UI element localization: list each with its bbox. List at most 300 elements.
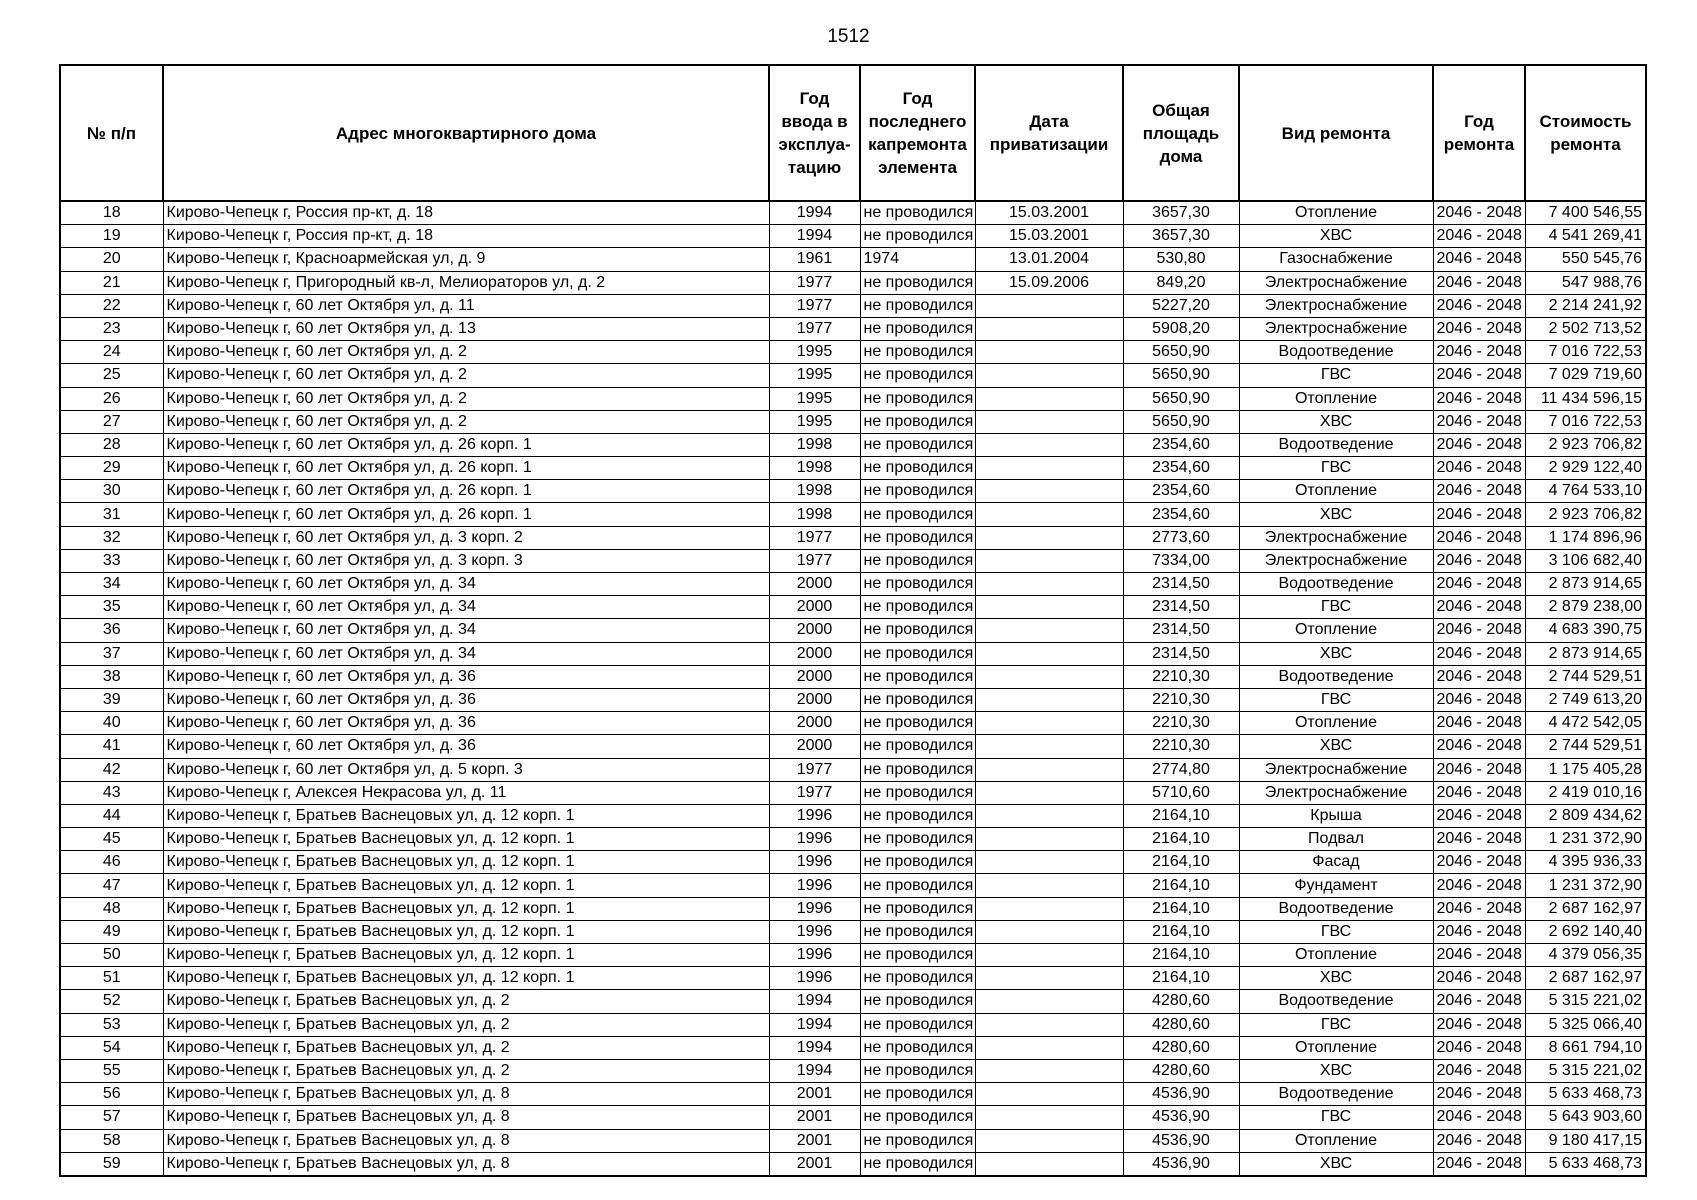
row-last-repair: не проводился (860, 1013, 975, 1036)
row-last-repair: не проводился (860, 944, 975, 967)
row-repair-type: ХВС (1239, 967, 1433, 990)
header-repair-year: Год ремонта (1433, 65, 1525, 201)
row-privatization-date (975, 874, 1123, 897)
table-row (60, 920, 1646, 943)
table-row (60, 201, 1646, 225)
row-year-built: 1996 (769, 851, 860, 874)
row-repair-type: Электроснабжение (1239, 317, 1433, 340)
row-year-built: 1996 (769, 804, 860, 827)
row-last-repair: не проводился (860, 457, 975, 480)
row-privatization-date (975, 433, 1123, 456)
table-row (60, 897, 1646, 920)
row-year-built: 1996 (769, 944, 860, 967)
table-row (60, 619, 1646, 642)
row-cost: 11 434 596,15 (1525, 387, 1646, 410)
row-year-built: 2000 (769, 688, 860, 711)
table-row (60, 642, 1646, 665)
row-privatization-date (975, 642, 1123, 665)
row-privatization-date (975, 573, 1123, 596)
row-repair-type: Газоснабжение (1239, 248, 1433, 271)
row-area: 2774,80 (1123, 758, 1239, 781)
row-address: Кирово-Чепецк г, Братьев Васнецовых ул, д. 2 (163, 1013, 769, 1036)
table-row (60, 758, 1646, 781)
row-privatization-date (975, 944, 1123, 967)
row-address: Кирово-Чепецк г, 60 лет Октября ул, д. 11 (163, 294, 769, 317)
row-repair-type: Отопление (1239, 712, 1433, 735)
row-last-repair: не проводился (860, 1083, 975, 1106)
row-last-repair: не проводился (860, 1059, 975, 1082)
row-number: 26 (60, 387, 163, 410)
row-area: 4280,60 (1123, 990, 1239, 1013)
table-row (60, 781, 1646, 804)
row-repair-period: 2046 - 2048 (1433, 665, 1525, 688)
row-area: 530,80 (1123, 248, 1239, 271)
row-privatization-date (975, 920, 1123, 943)
row-number: 43 (60, 781, 163, 804)
row-repair-period: 2046 - 2048 (1433, 920, 1525, 943)
row-repair-period: 2046 - 2048 (1433, 457, 1525, 480)
row-repair-type: ГВС (1239, 596, 1433, 619)
row-repair-type: ГВС (1239, 688, 1433, 711)
row-cost: 5 315 221,02 (1525, 990, 1646, 1013)
row-area: 5650,90 (1123, 410, 1239, 433)
row-year-built: 1995 (769, 410, 860, 433)
row-repair-period: 2046 - 2048 (1433, 967, 1525, 990)
row-cost: 5 643 903,60 (1525, 1106, 1646, 1129)
row-year-built: 2000 (769, 573, 860, 596)
row-cost: 8 661 794,10 (1525, 1036, 1646, 1059)
row-cost: 4 541 269,41 (1525, 225, 1646, 248)
row-number: 50 (60, 944, 163, 967)
row-address: Кирово-Чепецк г, 60 лет Октября ул, д. 36 (163, 665, 769, 688)
row-address: Кирово-Чепецк г, 60 лет Октября ул, д. 26 корп. 1 (163, 433, 769, 456)
row-cost: 7 400 546,55 (1525, 201, 1646, 225)
row-area: 2164,10 (1123, 874, 1239, 897)
row-last-repair: не проводился (860, 642, 975, 665)
row-number: 32 (60, 526, 163, 549)
row-last-repair: не проводился (860, 828, 975, 851)
row-privatization-date (975, 503, 1123, 526)
row-area: 2314,50 (1123, 642, 1239, 665)
row-repair-period: 2046 - 2048 (1433, 596, 1525, 619)
row-address: Кирово-Чепецк г, Братьев Васнецовых ул, д. 12 корп. 1 (163, 874, 769, 897)
row-cost: 9 180 417,15 (1525, 1129, 1646, 1152)
row-repair-type: ХВС (1239, 1152, 1433, 1176)
row-year-built: 2000 (769, 619, 860, 642)
row-year-built: 1994 (769, 1013, 860, 1036)
table-row (60, 990, 1646, 1013)
row-number: 53 (60, 1013, 163, 1036)
row-repair-type: Водоотведение (1239, 341, 1433, 364)
row-last-repair: не проводился (860, 503, 975, 526)
table-header-row (60, 65, 1646, 201)
row-address: Кирово-Чепецк г, Братьев Васнецовых ул, д. 12 корп. 1 (163, 944, 769, 967)
row-cost: 2 809 434,62 (1525, 804, 1646, 827)
row-area: 2164,10 (1123, 944, 1239, 967)
row-repair-type: Отопление (1239, 619, 1433, 642)
row-address: Кирово-Чепецк г, Братьев Васнецовых ул, д. 12 корп. 1 (163, 804, 769, 827)
row-number: 25 (60, 364, 163, 387)
row-number: 58 (60, 1129, 163, 1152)
row-address: Кирово-Чепецк г, Братьев Васнецовых ул, д. 2 (163, 1059, 769, 1082)
row-repair-type: Водоотведение (1239, 897, 1433, 920)
row-year-built: 1998 (769, 433, 860, 456)
row-cost: 1 231 372,90 (1525, 874, 1646, 897)
row-address: Кирово-Чепецк г, 60 лет Октября ул, д. 5 корп. 3 (163, 758, 769, 781)
row-area: 2164,10 (1123, 828, 1239, 851)
row-repair-period: 2046 - 2048 (1433, 781, 1525, 804)
row-repair-period: 2046 - 2048 (1433, 1083, 1525, 1106)
row-last-repair: не проводился (860, 317, 975, 340)
row-cost: 2 929 122,40 (1525, 457, 1646, 480)
row-repair-type: Водоотведение (1239, 665, 1433, 688)
header-repair-type: Вид ремонта (1239, 65, 1433, 201)
row-last-repair: не проводился (860, 596, 975, 619)
row-address: Кирово-Чепецк г, 60 лет Октября ул, д. 26 корп. 1 (163, 457, 769, 480)
table-row (60, 1083, 1646, 1106)
row-area: 5710,60 (1123, 781, 1239, 804)
row-last-repair: не проводился (860, 480, 975, 503)
table-row (60, 573, 1646, 596)
row-cost: 2 419 010,16 (1525, 781, 1646, 804)
table-row (60, 874, 1646, 897)
row-last-repair: не проводился (860, 1106, 975, 1129)
row-year-built: 1998 (769, 457, 860, 480)
row-year-built: 1995 (769, 387, 860, 410)
row-repair-type: Водоотведение (1239, 1083, 1433, 1106)
row-repair-type: Водоотведение (1239, 433, 1433, 456)
row-privatization-date (975, 410, 1123, 433)
row-last-repair: не проводился (860, 364, 975, 387)
row-address: Кирово-Чепецк г, Алексея Некрасова ул, д. 11 (163, 781, 769, 804)
row-repair-period: 2046 - 2048 (1433, 642, 1525, 665)
row-last-repair: не проводился (860, 665, 975, 688)
row-last-repair: не проводился (860, 526, 975, 549)
row-last-repair: не проводился (860, 851, 975, 874)
table-row (60, 967, 1646, 990)
header-year-built: Год ввода в эксплуа- тацию (769, 65, 860, 201)
row-repair-period: 2046 - 2048 (1433, 735, 1525, 758)
row-area: 2314,50 (1123, 596, 1239, 619)
row-year-built: 2001 (769, 1106, 860, 1129)
row-number: 30 (60, 480, 163, 503)
row-number: 33 (60, 549, 163, 572)
row-repair-type: ГВС (1239, 457, 1433, 480)
row-area: 3657,30 (1123, 201, 1239, 225)
row-address: Кирово-Чепецк г, 60 лет Октября ул, д. 34 (163, 596, 769, 619)
row-year-built: 1977 (769, 317, 860, 340)
row-privatization-date (975, 688, 1123, 711)
row-repair-period: 2046 - 2048 (1433, 480, 1525, 503)
row-address: Кирово-Чепецк г, Красноармейская ул, д. 9 (163, 248, 769, 271)
row-cost: 547 988,76 (1525, 271, 1646, 294)
row-repair-period: 2046 - 2048 (1433, 341, 1525, 364)
row-repair-type: Электроснабжение (1239, 781, 1433, 804)
row-area: 2164,10 (1123, 920, 1239, 943)
row-last-repair: не проводился (860, 225, 975, 248)
row-year-built: 1996 (769, 920, 860, 943)
row-repair-type: ХВС (1239, 735, 1433, 758)
row-last-repair: не проводился (860, 549, 975, 572)
row-cost: 2 744 529,51 (1525, 665, 1646, 688)
header-privatization: Дата приватизации (975, 65, 1123, 201)
row-repair-period: 2046 - 2048 (1433, 851, 1525, 874)
row-area: 4280,60 (1123, 1036, 1239, 1059)
row-repair-period: 2046 - 2048 (1433, 874, 1525, 897)
row-privatization-date (975, 828, 1123, 851)
row-year-built: 1994 (769, 1036, 860, 1059)
row-number: 20 (60, 248, 163, 271)
row-privatization-date (975, 804, 1123, 827)
row-address: Кирово-Чепецк г, 60 лет Октября ул, д. 34 (163, 619, 769, 642)
row-privatization-date (975, 1106, 1123, 1129)
row-privatization-date (975, 1152, 1123, 1176)
row-cost: 2 879 238,00 (1525, 596, 1646, 619)
row-year-built: 1994 (769, 201, 860, 225)
row-last-repair: не проводился (860, 990, 975, 1013)
row-cost: 4 683 390,75 (1525, 619, 1646, 642)
row-repair-type: Отопление (1239, 944, 1433, 967)
row-last-repair: не проводился (860, 294, 975, 317)
row-last-repair: не проводился (860, 920, 975, 943)
table-row (60, 364, 1646, 387)
row-privatization-date (975, 851, 1123, 874)
row-cost: 3 106 682,40 (1525, 549, 1646, 572)
row-year-built: 2000 (769, 712, 860, 735)
row-number: 24 (60, 341, 163, 364)
row-number: 34 (60, 573, 163, 596)
row-number: 23 (60, 317, 163, 340)
row-last-repair: не проводился (860, 271, 975, 294)
row-repair-period: 2046 - 2048 (1433, 990, 1525, 1013)
header-address: Адрес многоквартирного дома (163, 65, 769, 201)
row-year-built: 1994 (769, 1059, 860, 1082)
row-privatization-date (975, 1083, 1123, 1106)
row-privatization-date (975, 341, 1123, 364)
row-cost: 2 687 162,97 (1525, 967, 1646, 990)
row-last-repair: не проводился (860, 1036, 975, 1059)
row-address: Кирово-Чепецк г, Братьев Васнецовых ул, д. 12 корп. 1 (163, 897, 769, 920)
row-area: 5227,20 (1123, 294, 1239, 317)
row-repair-period: 2046 - 2048 (1433, 503, 1525, 526)
row-repair-type: ХВС (1239, 642, 1433, 665)
row-address: Кирово-Чепецк г, Братьев Васнецовых ул, д. 8 (163, 1152, 769, 1176)
row-address: Кирово-Чепецк г, 60 лет Октября ул, д. 2 (163, 341, 769, 364)
row-cost: 7 016 722,53 (1525, 410, 1646, 433)
table-row (60, 1036, 1646, 1059)
row-last-repair: не проводился (860, 897, 975, 920)
table-row (60, 248, 1646, 271)
row-number: 41 (60, 735, 163, 758)
row-address: Кирово-Чепецк г, 60 лет Октября ул, д. 26 корп. 1 (163, 480, 769, 503)
row-privatization-date (975, 457, 1123, 480)
row-year-built: 1996 (769, 967, 860, 990)
row-address: Кирово-Чепецк г, 60 лет Октября ул, д. 2 (163, 410, 769, 433)
row-address: Кирово-Чепецк г, Братьев Васнецовых ул, д. 8 (163, 1083, 769, 1106)
row-number: 47 (60, 874, 163, 897)
row-number: 28 (60, 433, 163, 456)
row-number: 40 (60, 712, 163, 735)
row-area: 3657,30 (1123, 225, 1239, 248)
row-privatization-date (975, 596, 1123, 619)
row-area: 849,20 (1123, 271, 1239, 294)
row-privatization-date (975, 1059, 1123, 1082)
table-row (60, 712, 1646, 735)
row-cost: 5 633 468,73 (1525, 1083, 1646, 1106)
table-row (60, 410, 1646, 433)
row-repair-period: 2046 - 2048 (1433, 573, 1525, 596)
row-cost: 2 214 241,92 (1525, 294, 1646, 317)
row-repair-type: ГВС (1239, 920, 1433, 943)
table-row (60, 804, 1646, 827)
table-row (60, 851, 1646, 874)
table-row (60, 828, 1646, 851)
row-address: Кирово-Чепецк г, Братьев Васнецовых ул, д. 8 (163, 1129, 769, 1152)
row-last-repair: не проводился (860, 387, 975, 410)
row-year-built: 1998 (769, 480, 860, 503)
row-cost: 7 016 722,53 (1525, 341, 1646, 364)
row-repair-type: Электроснабжение (1239, 758, 1433, 781)
row-number: 18 (60, 201, 163, 225)
row-last-repair: не проводился (860, 804, 975, 827)
row-year-built: 2000 (769, 735, 860, 758)
row-address: Кирово-Чепецк г, Россия пр-кт, д. 18 (163, 201, 769, 225)
row-privatization-date (975, 619, 1123, 642)
row-repair-period: 2046 - 2048 (1433, 201, 1525, 225)
row-privatization-date (975, 1036, 1123, 1059)
row-year-built: 1977 (769, 294, 860, 317)
row-area: 5650,90 (1123, 364, 1239, 387)
row-year-built: 1998 (769, 503, 860, 526)
row-year-built: 1996 (769, 874, 860, 897)
row-area: 2354,60 (1123, 457, 1239, 480)
row-repair-type: Отопление (1239, 1129, 1433, 1152)
row-repair-type: Водоотведение (1239, 573, 1433, 596)
row-last-repair: не проводился (860, 967, 975, 990)
row-year-built: 2001 (769, 1129, 860, 1152)
row-privatization-date (975, 317, 1123, 340)
table-row (60, 271, 1646, 294)
row-last-repair: не проводился (860, 433, 975, 456)
row-repair-type: Отопление (1239, 480, 1433, 503)
header-area: Общая площадь дома (1123, 65, 1239, 201)
row-privatization-date (975, 990, 1123, 1013)
row-repair-type: ХВС (1239, 1059, 1433, 1082)
row-repair-period: 2046 - 2048 (1433, 549, 1525, 572)
row-privatization-date (975, 712, 1123, 735)
row-number: 38 (60, 665, 163, 688)
row-repair-type: Фасад (1239, 851, 1433, 874)
table-row (60, 387, 1646, 410)
row-area: 2354,60 (1123, 480, 1239, 503)
row-repair-type: Подвал (1239, 828, 1433, 851)
row-privatization-date (975, 364, 1123, 387)
row-number: 48 (60, 897, 163, 920)
row-privatization-date (975, 665, 1123, 688)
row-repair-type: ХВС (1239, 410, 1433, 433)
repair-table (59, 64, 1647, 1177)
table-row (60, 1013, 1646, 1036)
row-number: 42 (60, 758, 163, 781)
row-cost: 4 764 533,10 (1525, 480, 1646, 503)
table-row (60, 526, 1646, 549)
row-cost: 2 923 706,82 (1525, 503, 1646, 526)
row-last-repair: не проводился (860, 573, 975, 596)
row-privatization-date (975, 549, 1123, 572)
row-repair-period: 2046 - 2048 (1433, 225, 1525, 248)
row-number: 49 (60, 920, 163, 943)
row-repair-period: 2046 - 2048 (1433, 758, 1525, 781)
row-cost: 4 472 542,05 (1525, 712, 1646, 735)
row-year-built: 1977 (769, 758, 860, 781)
row-address: Кирово-Чепецк г, 60 лет Октября ул, д. 3 корп. 2 (163, 526, 769, 549)
row-privatization-date (975, 387, 1123, 410)
row-number: 21 (60, 271, 163, 294)
row-repair-period: 2046 - 2048 (1433, 804, 1525, 827)
row-area: 2164,10 (1123, 851, 1239, 874)
table-row (60, 225, 1646, 248)
row-repair-period: 2046 - 2048 (1433, 688, 1525, 711)
header-num: № п/п (60, 65, 163, 201)
row-area: 2210,30 (1123, 665, 1239, 688)
row-cost: 4 379 056,35 (1525, 944, 1646, 967)
row-privatization-date (975, 897, 1123, 920)
row-cost: 2 692 140,40 (1525, 920, 1646, 943)
row-area: 2164,10 (1123, 897, 1239, 920)
row-last-repair: не проводился (860, 781, 975, 804)
table-row (60, 1106, 1646, 1129)
row-privatization-date (975, 758, 1123, 781)
row-repair-period: 2046 - 2048 (1433, 1059, 1525, 1082)
row-number: 59 (60, 1152, 163, 1176)
row-area: 4536,90 (1123, 1083, 1239, 1106)
row-address: Кирово-Чепецк г, Пригородный кв-л, Мелиораторов ул, д. 2 (163, 271, 769, 294)
row-number: 55 (60, 1059, 163, 1082)
row-number: 45 (60, 828, 163, 851)
row-number: 27 (60, 410, 163, 433)
row-area: 4280,60 (1123, 1013, 1239, 1036)
row-cost: 4 395 936,33 (1525, 851, 1646, 874)
row-repair-type: Электроснабжение (1239, 526, 1433, 549)
row-number: 29 (60, 457, 163, 480)
table-row (60, 341, 1646, 364)
header-cost: Стоимость ремонта (1525, 65, 1646, 201)
row-repair-period: 2046 - 2048 (1433, 712, 1525, 735)
row-cost: 2 502 713,52 (1525, 317, 1646, 340)
row-repair-type: ХВС (1239, 503, 1433, 526)
row-year-built: 2001 (769, 1152, 860, 1176)
row-area: 7334,00 (1123, 549, 1239, 572)
row-privatization-date: 15.03.2001 (975, 225, 1123, 248)
row-address: Кирово-Чепецк г, 60 лет Октября ул, д. 34 (163, 573, 769, 596)
row-repair-type: ГВС (1239, 1013, 1433, 1036)
row-number: 44 (60, 804, 163, 827)
row-number: 56 (60, 1083, 163, 1106)
row-repair-period: 2046 - 2048 (1433, 828, 1525, 851)
row-year-built: 1995 (769, 364, 860, 387)
row-last-repair: не проводился (860, 874, 975, 897)
row-cost: 2 923 706,82 (1525, 433, 1646, 456)
row-address: Кирово-Чепецк г, Братьев Васнецовых ул, д. 12 корп. 1 (163, 851, 769, 874)
row-area: 5908,20 (1123, 317, 1239, 340)
row-number: 36 (60, 619, 163, 642)
row-number: 57 (60, 1106, 163, 1129)
row-last-repair: не проводился (860, 758, 975, 781)
row-address: Кирово-Чепецк г, 60 лет Октября ул, д. 36 (163, 688, 769, 711)
row-address: Кирово-Чепецк г, 60 лет Октября ул, д. 13 (163, 317, 769, 340)
row-year-built: 1977 (769, 526, 860, 549)
row-repair-period: 2046 - 2048 (1433, 1129, 1525, 1152)
